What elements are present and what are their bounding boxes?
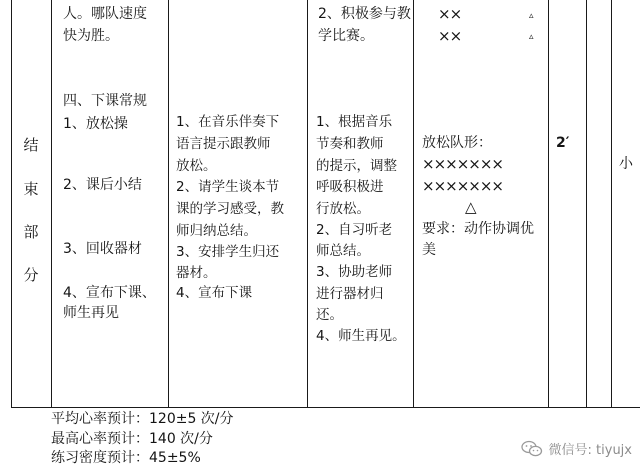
content-item: 2、课后小结 (63, 177, 142, 193)
column-divider-7 (611, 0, 612, 408)
content-item: 4、宣布下课、 (63, 285, 156, 301)
content-item: 师生再见 (63, 305, 119, 321)
requirement-line: 要求：动作协调优 (422, 221, 534, 237)
teacher-activity-line: 4、宣布下课 (176, 285, 253, 301)
average-heart-rate: 平均心率预计：120±5 次/分 (51, 411, 234, 427)
student-activity-line: 的提示，调整 (316, 158, 397, 174)
top-text-col1-line2: 快为胜。 (63, 28, 119, 44)
formation-title: 放松队形： (422, 135, 492, 151)
duration-value: 2′ (556, 135, 570, 151)
content-item: 1、放松操 (63, 116, 128, 132)
top-text-col1-line1: 人。哪队速度 (63, 6, 147, 22)
student-activity-line: 3、协助老师 (316, 264, 393, 280)
teacher-activity-line: 1、在音乐伴奏下 (176, 114, 280, 130)
column-divider-6 (586, 0, 587, 408)
section-label-char: 部 (23, 223, 39, 241)
student-activity-line: 呼吸积极进 (316, 179, 384, 195)
student-activity-line: 1、根据音乐 (316, 114, 393, 130)
column-divider-1 (51, 0, 52, 408)
section-label-char: 结 (23, 136, 39, 154)
student-activity-line: 行放松。 (316, 201, 370, 217)
teacher-activity-line: 器材。 (176, 265, 217, 281)
top-text-col3-line2: 学比赛。 (318, 28, 374, 44)
section-label-char: 分 (23, 266, 39, 284)
teacher-activity-line: 课的学习感受，教 (176, 201, 284, 217)
teacher-activity-line: 2、请学生谈本节 (176, 179, 280, 195)
triangle-marker-icon: ▵ (529, 11, 534, 21)
student-activity-line: 2、自习听老 (316, 222, 393, 238)
teacher-activity-line: 师归纳总结。 (176, 223, 257, 239)
student-activity-line: 师总结。 (316, 243, 370, 259)
student-activity-line: 还。 (316, 307, 343, 323)
column-divider-5 (548, 0, 549, 408)
column-divider-3 (307, 0, 308, 408)
top-formation-row2: ×× (438, 27, 462, 45)
intensity-value: 小 (619, 156, 633, 172)
top-formation-row1: ×× (438, 5, 462, 23)
student-activity-line: 节奏和教师 (316, 136, 384, 152)
teacher-activity-line: 放松。 (176, 158, 217, 174)
student-activity-line: 4、师生再见。 (316, 328, 406, 344)
teacher-position-icon: △ (465, 198, 477, 216)
student-activity-line: 进行器材归 (316, 286, 384, 302)
watermark-text: 微信号: tiyujx (548, 443, 632, 458)
content-heading: 四、下课常规 (63, 93, 147, 109)
table-border-left (11, 0, 12, 408)
teacher-activity-line: 语言提示跟教师 (176, 136, 271, 152)
column-divider-4 (413, 0, 414, 408)
max-heart-rate: 最高心率预计：140 次/分 (51, 431, 213, 447)
triangle-marker-icon: ▵ (529, 32, 534, 42)
formation-row: ××××××× (422, 177, 503, 195)
section-label-char: 束 (23, 180, 39, 198)
top-text-col3-line1: 2、积极参与教 (318, 6, 411, 22)
watermark (521, 439, 632, 458)
content-item: 3、回收器材 (63, 241, 142, 257)
wechat-icon (521, 440, 543, 458)
column-divider-2 (168, 0, 169, 408)
formation-row: ××××××× (422, 155, 503, 173)
table-bottom-border (11, 407, 640, 408)
requirement-line: 美 (422, 242, 436, 258)
exercise-density: 练习密度预计：45±5% (51, 450, 201, 466)
teacher-activity-line: 3、安排学生归还 (176, 244, 280, 260)
